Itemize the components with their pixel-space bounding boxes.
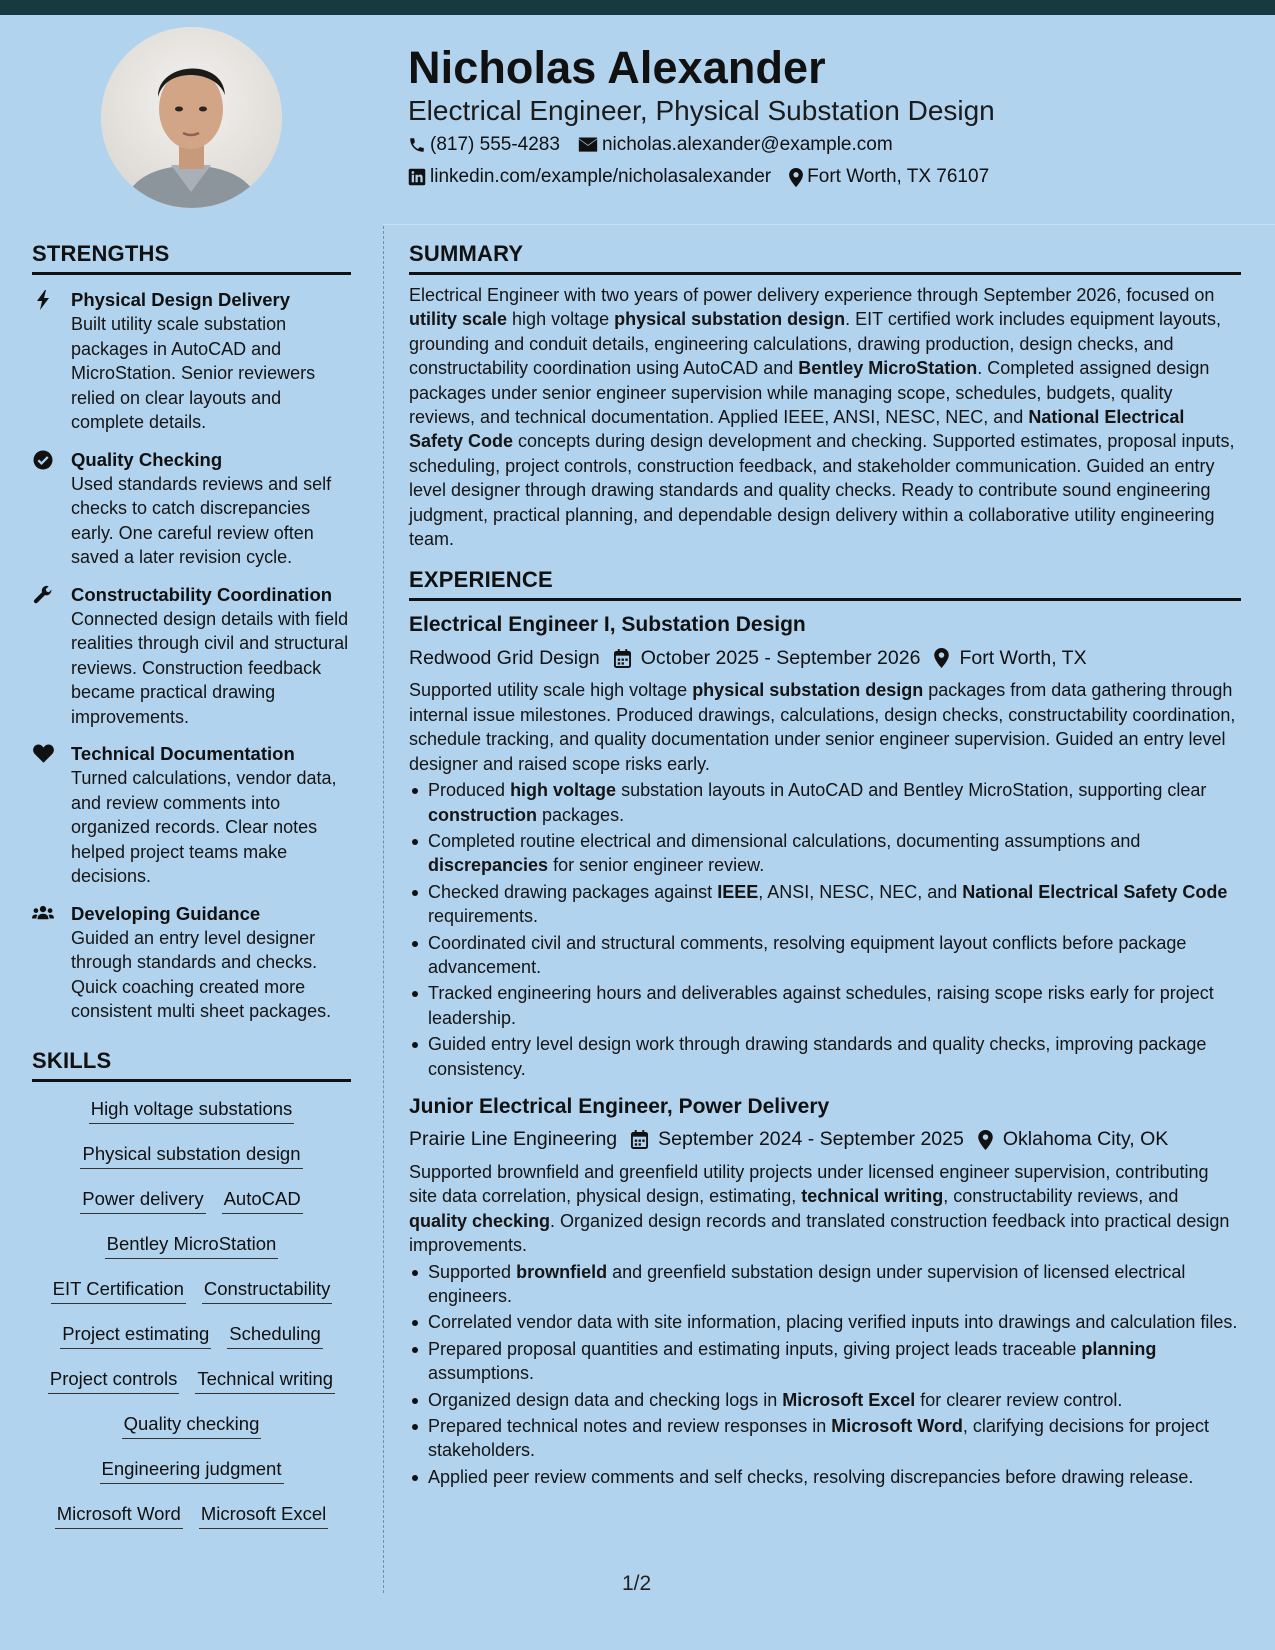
bullet-item: Correlated vendor data with site information, placing verified inputs into drawings and calculation files. [409,1310,1241,1334]
contact-row-1 [408,134,911,156]
strength-desc: Guided an entry level designer through standards and checks. Quick coaching created more consistent multi sheet packages. [71,927,332,1021]
bullet-item: Prepared proposal quantities and estimating inputs, giving project leads traceable planning assumptions. [409,1337,1241,1386]
strength-item [32,448,351,570]
job-location: Oklahoma City, OK [1002,1128,1169,1151]
job-location-item [978,1128,1168,1151]
job-title: Junior Electrical Engineer, Power Delivery [409,1094,830,1118]
bold-term: utility scale [409,309,508,330]
strength-desc: Built utility scale substation packages in AutoCAD and MicroStation. Senior reviewers relied on clear layouts and complete details. [71,314,316,432]
job-location: Fort Worth, TX [959,646,1087,669]
bold-term: National Electrical Safety Code [962,881,1228,902]
strength-title: Quality Checking [71,448,223,470]
heart-icon [32,744,54,764]
bold-term: IEEE [717,881,759,902]
skill-row [47,1499,336,1544]
bold-term: planning [1081,1338,1157,1359]
skills-list [32,1094,351,1544]
skill-row [92,1454,292,1499]
job-description: Supported brownfield and greenfield utility projects under licensed engineer supervision, contributing site data correlation, physical design, estimating, technical writing, constructability reviews, and quality checking. Organized design records and translated construction feedback into practical design improvements. [409,1161,1230,1256]
candidate-role: Electrical Engineer, Physical Substation Design [408,95,995,126]
strength-desc: Connected design details with field realities through civil and structural reviews. Construction feedback became practical drawing improvements. [71,608,349,727]
job-bullets [409,778,1241,1081]
calendar-icon [631,1130,648,1149]
location-item [789,166,989,188]
skill-tag: Project estimating [60,1319,211,1349]
skill-row [97,1229,287,1274]
strength-item [32,583,351,730]
summary-text: Electrical Engineer with two years of power delivery experience through September 2026, focused on utility scale high voltage physical substation design. EIT certified work includes equipment layouts, grounding and conduit details, engineering calculations, drawing production, design checks, and constructability coordination using AutoCAD and Bentley MicroStation. Completed assigned design packages under senior engineer supervision while managing scope, schedules, budgets, quality reviews, and technical documentation. Applied IEEE, ANSI, NESC, NEC, and National Electrical Safety Code concepts during design development and checking. Supported estimates, proposal inputs, scheduling, project controls, construction feedback, and stakeholder communication. Guided an entry level designer through drawing standards and quality checks. Ready to contribute sound engineering judgment, practical planning, and dependable design delivery within a collaborative utility engineering team. [409,285,1235,550]
skill-tag: Technical writing [195,1364,335,1394]
bold-term: Microsoft Word [831,1416,963,1437]
bullet-item: Prepared technical notes and review responses in Microsoft Word, clarifying decisions for project stakeholders. [409,1414,1241,1463]
users-icon [32,904,54,924]
check-circle-icon [32,450,54,470]
job-bullets [409,1260,1241,1490]
bullet-item: Checked drawing packages against IEEE, ANSI, NESC, NEC, and National Electrical Safety Code requirements. [409,880,1241,929]
strength-item [32,288,351,435]
map-pin-icon [978,1130,993,1150]
calendar-icon [614,649,631,668]
strength-title: Technical Documentation [71,743,295,764]
job-description: Supported utility scale high voltage physical substation design packages from data gathering through internal issue milestones. Produced drawings, calculations, design checks, constructability coordination, schedule tracking, and quality documentation under senior engineer supervision. Guided an entry level designer and raised scope risks early. [409,680,1236,774]
bullet-item: Applied peer review comments and self checks, resolving discrepancies before drawing release. [409,1465,1241,1489]
strength-item [32,742,351,889]
strength-title: Physical Design Delivery [71,289,291,310]
candidate-name: Nicholas Alexander [408,42,826,93]
skills-heading: SKILLS [32,1048,351,1082]
bullet-item: Produced high voltage substation layouts in AutoCAD and Bentley MicroStation, supporting clear construction packages. [409,778,1241,827]
skill-row [72,1139,310,1184]
bold-term: physical substation design [692,680,924,701]
skill-row [81,1094,303,1139]
email-item [578,134,893,156]
strength-desc: Turned calculations, vendor data, and review comments into organized records. Clear notes helped project teams make decisions. [71,768,337,886]
job-dates-item [614,647,921,670]
skill-row [52,1319,331,1364]
skill-tag: Power delivery [80,1184,205,1214]
email-link[interactable]: nicholas.alexander@example.com [601,134,893,155]
map-pin-icon [934,648,949,668]
skill-tag: Physical substation design [80,1139,302,1169]
linkedin-item [408,166,771,188]
bold-term: construction [428,804,538,825]
bold-term: brownfield [516,1261,608,1282]
job-meta [409,1126,1241,1154]
skill-row [43,1274,341,1319]
bold-term: Bentley MicroStation [798,358,978,379]
strength-title: Developing Guidance [71,902,261,924]
job-dates-item [631,1128,964,1151]
job-dates: October 2025 - September 2026 [640,646,921,669]
strengths-heading: STRENGTHS [32,241,351,275]
bold-term: National Electrical Safety Code [409,407,1185,452]
job-location-item [934,647,1086,670]
summary-heading: SUMMARY [409,241,1241,275]
phone-text[interactable]: (817) 555-4283 [430,134,560,155]
top-bar [0,0,1275,15]
linkedin-link[interactable]: linkedin.com/example/nicholasalexander [430,166,772,187]
job-meta [409,644,1241,672]
skill-tag: Microsoft Word [55,1499,183,1529]
bold-term: high voltage [510,780,617,801]
map-pin-icon [789,168,803,187]
profile-photo [101,27,282,208]
column-divider [383,226,384,1593]
bullet-item: Supported brownfield and greenfield substation design under supervision of licensed electrical engineers. [409,1260,1241,1309]
contact-row-2 [408,166,1007,188]
bullet-item: Organized design data and checking logs in Microsoft Excel for clearer review control. [409,1388,1241,1412]
skill-tag: Bentley MicroStation [105,1229,279,1259]
location-text: Fort Worth, TX 76107 [807,166,990,187]
envelope-icon [578,137,598,153]
job-dates: September 2024 - September 2025 [658,1128,964,1151]
bullet-item: Coordinated civil and structural comments, resolving equipment layout conflicts before package advancement. [409,931,1241,980]
skill-row [114,1409,270,1454]
bold-term: Microsoft Excel [782,1389,916,1410]
skill-tag: Scheduling [227,1319,323,1349]
strength-title: Constructability Coordination [71,583,333,605]
right-column [409,241,1241,1491]
wrench-icon [32,585,54,605]
job-title: Electrical Engineer I, Substation Design [409,613,806,637]
skill-tag: EIT Certification [51,1274,186,1304]
skill-tag: Engineering judgment [100,1454,284,1484]
skill-tag: Project controls [48,1364,180,1394]
skill-row [40,1364,343,1409]
page-number: 1/2 [622,1572,652,1595]
phone-item [408,134,560,156]
bullet-item: Guided entry level design work through drawing standards and quality checks, improving package consistency. [409,1032,1241,1081]
strength-item [32,902,351,1024]
skill-tag: Constructability [202,1274,332,1304]
skill-tag: AutoCAD [222,1184,303,1214]
bold-term: quality checking [409,1210,551,1231]
job-company: Prairie Line Engineering [409,1128,618,1151]
skill-tag: High voltage substations [89,1094,295,1124]
job-entry [409,1093,1241,1489]
skill-tag: Quality checking [122,1409,262,1439]
bold-term: technical writing [801,1186,944,1207]
skill-tag: Microsoft Excel [199,1499,328,1529]
skill-row [72,1184,310,1229]
phone-icon [408,136,426,154]
bold-term: physical substation design [614,309,846,330]
bold-term: discrepancies [428,855,549,876]
experience-heading: EXPERIENCE [409,567,1241,601]
job-entry [409,611,1241,1081]
bullet-item: Tracked engineering hours and deliverables against schedules, raising scope risks early for project leadership. [409,981,1241,1030]
header-divider [383,224,1275,225]
left-column [32,241,351,1544]
linkedin-icon [408,168,426,186]
bullet-item: Completed routine electrical and dimensional calculations, documenting assumptions and discrepancies for senior engineer review. [409,829,1241,878]
job-company: Redwood Grid Design [409,646,600,669]
bolt-icon [32,290,54,310]
strength-desc: Used standards reviews and self checks to catch discrepancies early. One careful review often saved a later revision cycle. [71,473,332,567]
